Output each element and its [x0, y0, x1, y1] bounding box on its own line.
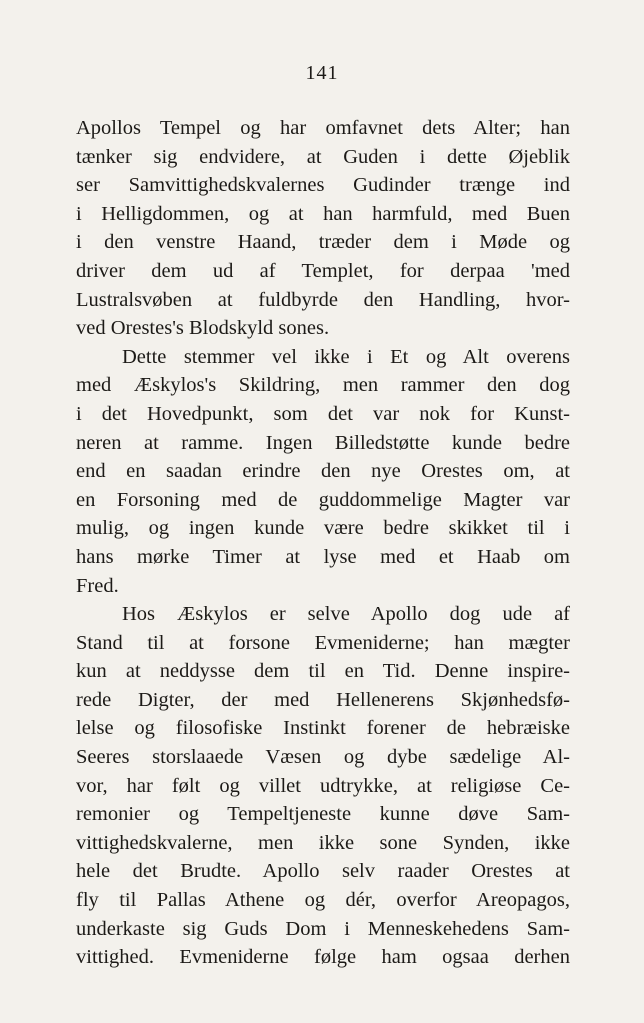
text-line: hele det Brudte. Apollo selv raader Orestes at	[76, 860, 570, 883]
text-line: Lustralsvøben at fuldbyrde den Handling, hvor-	[76, 288, 570, 311]
text-line: ved Orestes's Blodskyld sones.	[76, 317, 330, 340]
text-line: Dette stemmer vel ikke i Et og Alt overens	[122, 345, 570, 368]
text-line: tænker sig endvidere, at Guden i dette Øjeblik	[76, 145, 570, 168]
body-text	[76, 114, 570, 972]
text-line: vor, har følt og villet udtrykke, at religiøse Ce-	[76, 774, 570, 797]
text-line: med Æskylos's Skildring, men rammer den dog	[76, 374, 570, 397]
text-line: fly til Pallas Athene og dér, overfor Areopagos,	[76, 889, 570, 912]
text-line: vittighedskvalerne, men ikke sone Synden, ikke	[76, 831, 570, 854]
text-line: hans mørke Timer at lyse med et Haab om	[76, 545, 570, 568]
text-line: remonier og Tempeltjeneste kunne døve Sam-	[76, 803, 570, 826]
text-line: underkaste sig Guds Dom i Menneskehedens Sam-	[76, 917, 570, 940]
text-line: driver dem ud af Templet, for derpaa 'med	[76, 259, 570, 282]
text-line: Stand til at forsone Evmeniderne; han mægter	[76, 631, 570, 654]
text-line: i den venstre Haand, træder dem i Møde og	[76, 231, 570, 254]
page-number: 141	[305, 62, 339, 84]
text-line: i Helligdommen, og at han harmfuld, med Buen	[76, 202, 570, 225]
text-line: rede Digter, der med Hellenerens Skjønhedsfø-	[76, 688, 570, 711]
text-line: Fred.	[76, 574, 119, 597]
text-line: Apollos Tempel og har omfavnet dets Alter; han	[76, 117, 570, 139]
text-line: end en saadan erindre den nye Orestes om, at	[76, 460, 570, 483]
text-line: mulig, og ingen kunde være bedre skikket til i	[76, 517, 570, 540]
text-line: i det Hovedpunkt, som det var nok for Kunst-	[76, 402, 570, 425]
text-line: Seeres storslaaede Væsen og dybe sædelige Al-	[76, 746, 570, 769]
text-line: ser Samvittighedskvalernes Gudinder trænge ind	[76, 174, 570, 197]
text-line: vittighed. Evmeniderne følge ham ogsaa derhen	[76, 946, 570, 969]
text-line: lelse og filosofiske Instinkt forener de hebræiske	[76, 717, 570, 740]
text-line: en Forsoning med de guddommelige Magter var	[76, 488, 570, 511]
text-line: kun at neddysse dem til en Tid. Denne inspire-	[76, 660, 570, 683]
text-line: neren at ramme. Ingen Billedstøtte kunde bedre	[76, 431, 570, 454]
text-line: Hos Æskylos er selve Apollo dog ude af	[122, 603, 570, 626]
